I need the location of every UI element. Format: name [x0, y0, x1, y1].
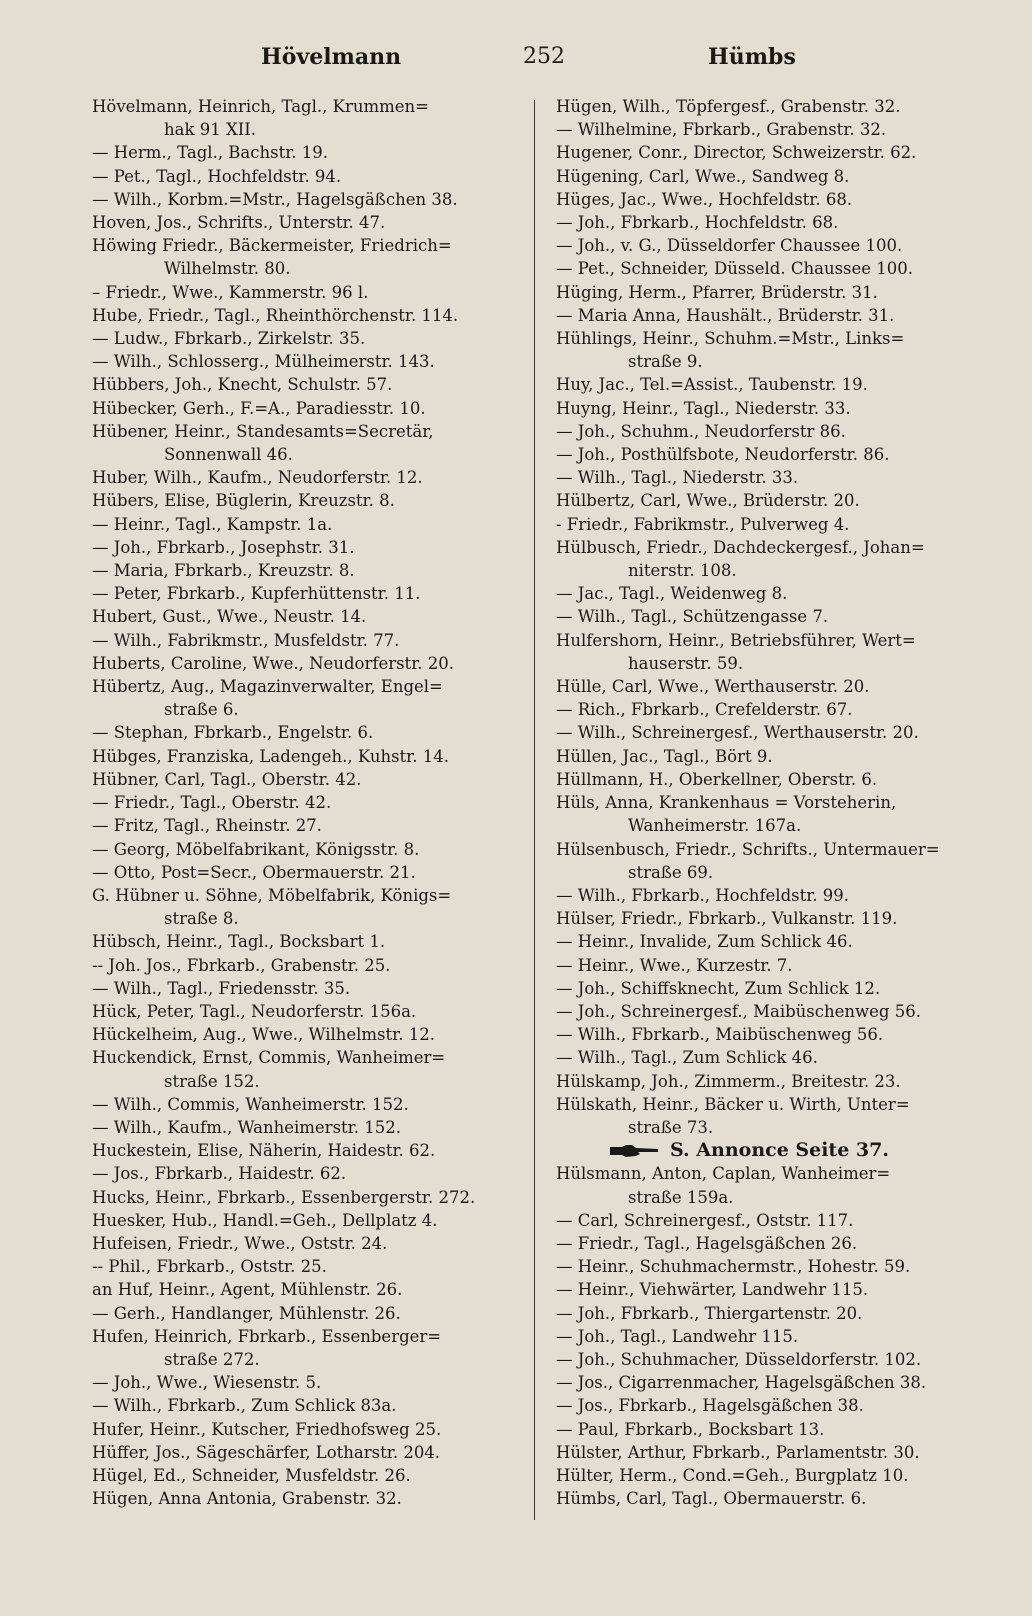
directory-entry: [92, 281, 520, 304]
entry-text: Hugener, Conr., Director, Schweizerstr. 62.: [556, 143, 917, 163]
entry-text: — Joh., Schuhm., Neudorferstr 86.: [556, 421, 846, 441]
entry-text: Hülsmann, Anton, Caplan, Wanheimer=: [556, 1164, 891, 1184]
directory-entry: [92, 1000, 520, 1023]
entry-continuation: straße 6.: [164, 700, 239, 720]
directory-entry: [556, 1232, 992, 1255]
entry-text: Hufeisen, Friedr., Wwe., Oststr. 24.: [92, 1233, 388, 1253]
entry-text: — Wilh., Fabrikmstr., Musfeldstr. 77.: [92, 630, 400, 650]
entry-text: Hülle, Carl, Wwe., Werthauserstr. 20.: [556, 677, 870, 697]
entry-text: - Friedr., Fabrikmstr., Pulverweg 4.: [556, 514, 850, 534]
entry-continuation: Wilhelmstr. 80.: [164, 259, 291, 279]
directory-entry: [556, 327, 992, 373]
entry-text: Hülbertz, Carl, Wwe., Brüderstr. 20.: [556, 491, 860, 511]
directory-entry: [556, 95, 992, 118]
entry-text: Hülbusch, Friedr., Dachdeckergesf., Johan=: [556, 537, 925, 557]
directory-entry: [92, 954, 520, 977]
directory-entry: [556, 907, 992, 930]
directory-entry: [92, 1116, 520, 1139]
entry-text: Höwing Friedr., Bäckermeister, Friedrich=: [92, 236, 452, 256]
entry-text: — Joh., Fbrkarb., Hochfeldstr. 68.: [556, 213, 839, 233]
directory-entry: [556, 165, 992, 188]
entry-text: — Pet., Tagl., Hochfeldstr. 94.: [92, 166, 342, 186]
directory-entry: [556, 954, 992, 977]
entry-text: Hülster, Arthur, Fbrkarb., Parlamentstr. 30.: [556, 1442, 920, 1462]
directory-entry: [556, 513, 992, 536]
directory-entry: [92, 211, 520, 234]
annonce-note: [556, 1139, 992, 1162]
entry-text: Hülsenbusch, Friedr., Schrifts., Untermauer=: [556, 839, 940, 859]
directory-entry: [92, 397, 520, 420]
directory-entry: [556, 791, 992, 837]
directory-entry: [556, 1394, 992, 1417]
entry-text: Huber, Wilh., Kaufm., Neudorferstr. 12.: [92, 468, 423, 488]
directory-entry: [92, 721, 520, 744]
entry-text: Hühlings, Heinr., Schuhm.=Mstr., Links=: [556, 329, 905, 349]
entry-continuation: Sonnenwall 46.: [164, 445, 293, 465]
entry-text: — Joh., Wwe., Wiesenstr. 5.: [92, 1373, 322, 1393]
directory-entry: [92, 1162, 520, 1185]
entry-text: Hüllen, Jac., Tagl., Bört 9.: [556, 746, 773, 766]
entry-text: Huyng, Heinr., Tagl., Niederstr. 33.: [556, 398, 851, 418]
entry-text: -- Joh. Jos., Fbrkarb., Grabenstr. 25.: [92, 955, 391, 975]
directory-entry: [92, 1394, 520, 1417]
entry-text: Hück, Peter, Tagl., Neudorferstr. 156a.: [92, 1001, 417, 1021]
directory-entry: [92, 675, 520, 721]
entry-text: Hufer, Heinr., Kutscher, Friedhofsweg 25.: [92, 1419, 442, 1439]
directory-entry: [556, 1070, 992, 1093]
entry-text: — Heinr., Wwe., Kurzestr. 7.: [556, 955, 793, 975]
directory-entry: [92, 489, 520, 512]
directory-entry: [92, 745, 520, 768]
entry-text: — Peter, Fbrkarb., Kupferhüttenstr. 11.: [92, 584, 421, 604]
directory-entry: [556, 141, 992, 164]
directory-entry: [556, 1255, 992, 1278]
directory-entry: [556, 397, 992, 420]
directory-entry: [92, 1487, 520, 1510]
entry-text: Hübner, Carl, Tagl., Oberstr. 42.: [92, 769, 362, 789]
entry-text: — Wilh., Fbrkarb., Maibüschenweg 56.: [556, 1025, 884, 1045]
directory-entry: [556, 1023, 992, 1046]
directory-entry: [556, 675, 992, 698]
directory-entry: [92, 605, 520, 628]
entry-text: Hübers, Elise, Büglerin, Kreuzstr. 8.: [92, 491, 395, 511]
left-column: [92, 95, 520, 1510]
entry-text: — Jos., Fbrkarb., Hagelsgäßchen 38.: [556, 1396, 864, 1416]
directory-entry: [92, 1232, 520, 1255]
entry-text: Hüls, Anna, Krankenhaus = Vorsteherin,: [556, 793, 897, 813]
directory-entry: [556, 1325, 992, 1348]
directory-entry: [92, 141, 520, 164]
directory-entry: [92, 838, 520, 861]
entry-text: — Wilh., Tagl., Friedensstr. 35.: [92, 978, 351, 998]
entry-continuation: hauserstr. 59.: [628, 653, 744, 673]
directory-entry: [92, 1325, 520, 1371]
entry-text: Hüges, Jac., Wwe., Hochfeldstr. 68.: [556, 189, 853, 209]
directory-entry: [556, 373, 992, 396]
entry-text: — Herm., Tagl., Bachstr. 19.: [92, 143, 329, 163]
directory-entry: [556, 118, 992, 141]
directory-entry: [556, 605, 992, 628]
directory-entry: [92, 652, 520, 675]
entry-text: — Wilh., Tagl., Schützengasse 7.: [556, 607, 829, 627]
column-divider: [534, 100, 535, 1520]
directory-entry: [556, 1278, 992, 1301]
entry-text: — Heinr., Schuhmachermstr., Hohestr. 59.: [556, 1257, 911, 1277]
directory-entry: [556, 768, 992, 791]
entry-text: Hückelheim, Aug., Wwe., Wilhelmstr. 12.: [92, 1025, 435, 1045]
directory-entry: [556, 1302, 992, 1325]
entry-continuation: niterstr. 108.: [628, 561, 737, 581]
directory-entry: [556, 1162, 992, 1208]
entry-text: — Maria, Fbrkarb., Kreuzstr. 8.: [92, 561, 355, 581]
directory-entry: [556, 489, 992, 512]
entry-text: -- Phil., Fbrkarb., Oststr. 25.: [92, 1257, 327, 1277]
directory-entry: [92, 629, 520, 652]
entry-text: — Joh., Schiffsknecht, Zum Schlick 12.: [556, 978, 881, 998]
directory-entry: [92, 1418, 520, 1441]
directory-entry: [92, 977, 520, 1000]
entry-text: — Rich., Fbrkarb., Crefelderstr. 67.: [556, 700, 853, 720]
entry-text: — Wilh., Schreinergesf., Werthauserstr. 20.: [556, 723, 919, 743]
directory-entry: [92, 1186, 520, 1209]
directory-entry: [92, 1464, 520, 1487]
directory-entry: [92, 234, 520, 280]
directory-entry: [556, 1418, 992, 1441]
directory-entry: [556, 443, 992, 466]
entry-text: — Carl, Schreinergesf., Oststr. 117.: [556, 1210, 854, 1230]
directory-entry: [92, 188, 520, 211]
entry-text: Hucks, Heinr., Fbrkarb., Essenbergerstr. 272.: [92, 1187, 476, 1207]
entry-text: — Friedr., Tagl., Oberstr. 42.: [92, 793, 332, 813]
entry-text: – Friedr., Wwe., Kammerstr. 96 l.: [92, 282, 369, 302]
directory-entry: [556, 977, 992, 1000]
entry-continuation: straße 152.: [164, 1071, 260, 1091]
entry-text: Hövelmann, Heinrich, Tagl., Krummen=: [92, 97, 429, 116]
entry-continuation: straße 159a.: [628, 1187, 734, 1207]
directory-entry: [92, 1441, 520, 1464]
directory-entry: [556, 698, 992, 721]
entry-text: — Georg, Möbelfabrikant, Königsstr. 8.: [92, 839, 420, 859]
entry-text: — Ludw., Fbrkarb., Zirkelstr. 35.: [92, 329, 366, 349]
directory-entry: [556, 721, 992, 744]
directory-entry: [556, 1464, 992, 1487]
directory-entry: [92, 466, 520, 489]
entry-text: — Wilh., Korbm.=Mstr., Hagelsgäßchen 38.: [92, 189, 458, 209]
entry-text: Hügen, Wilh., Töpfergesf., Grabenstr. 32.: [556, 97, 901, 116]
entry-text: — Jac., Tagl., Weidenweg 8.: [556, 584, 788, 604]
entry-text: — Paul, Fbrkarb., Bocksbart 13.: [556, 1419, 825, 1439]
entry-text: — Wilh., Kaufm., Wanheimerstr. 152.: [92, 1117, 401, 1137]
entry-text: Hoven, Jos., Schrifts., Unterstr. 47.: [92, 213, 386, 233]
entry-continuation: straße 272.: [164, 1349, 260, 1369]
directory-entry: [92, 327, 520, 350]
directory-entry: [556, 884, 992, 907]
entry-text: — Joh., Schuhmacher, Düsseldorferstr. 102.: [556, 1349, 922, 1369]
entry-text: — Joh., Tagl., Landwehr 115.: [556, 1326, 799, 1346]
directory-entry: [556, 188, 992, 211]
running-head-left: Hövelmann: [261, 44, 402, 70]
directory-entry: [92, 768, 520, 791]
directory-entry: [556, 281, 992, 304]
directory-entry: [556, 211, 992, 234]
directory-entry: [92, 559, 520, 582]
directory-entry: [92, 513, 520, 536]
entry-text: Hümbs, Carl, Tagl., Obermauerstr. 6.: [556, 1489, 867, 1509]
entry-text: Huckendick, Ernst, Commis, Wanheimer=: [92, 1048, 446, 1068]
entry-text: Hülskath, Heinr., Bäcker u. Wirth, Unter=: [556, 1094, 910, 1114]
directory-entry: [92, 1371, 520, 1394]
entry-text: Hüffer, Jos., Sägeschärfer, Lotharstr. 204.: [92, 1442, 441, 1462]
directory-entry: [92, 165, 520, 188]
directory-entry: [556, 234, 992, 257]
directory-entry: [92, 814, 520, 837]
directory-entry: [92, 791, 520, 814]
entry-text: an Huf, Heinr., Agent, Mühlenstr. 26.: [92, 1280, 403, 1300]
entry-text: Hülskamp, Joh., Zimmerm., Breitestr. 23.: [556, 1071, 901, 1091]
directory-entry: [92, 861, 520, 884]
page-header: [88, 44, 988, 84]
directory-entry: [92, 884, 520, 930]
entry-text: — Wilh., Tagl., Zum Schlick 46.: [556, 1048, 818, 1068]
directory-entry: [556, 257, 992, 280]
entry-text: — Wilh., Commis, Wanheimerstr. 152.: [92, 1094, 409, 1114]
pointing-hand-icon: [608, 1144, 660, 1158]
directory-entry: [92, 1278, 520, 1301]
directory-entry: [92, 930, 520, 953]
entry-text: — Otto, Post=Secr., Obermauerstr. 21.: [92, 862, 416, 882]
entry-text: — Fritz, Tagl., Rheinstr. 27.: [92, 816, 322, 836]
directory-entry: [556, 1093, 992, 1139]
directory-entry: [92, 1023, 520, 1046]
entry-continuation: straße 69.: [628, 862, 714, 882]
entry-continuation: straße 9.: [628, 352, 703, 372]
directory-entry: [556, 1209, 992, 1232]
entry-text: — Joh., Schreinergesf., Maibüschenweg 56.: [556, 1001, 921, 1021]
entry-text: Hübges, Franziska, Ladengeh., Kuhstr. 14.: [92, 746, 449, 766]
directory-entry: [556, 466, 992, 489]
directory-entry: [92, 582, 520, 605]
directory-entry: [92, 1209, 520, 1232]
directory-entry: [556, 745, 992, 768]
running-head-right: Hümbs: [708, 44, 796, 70]
directory-entry: [556, 420, 992, 443]
entry-text: Hübener, Heinr., Standesamts=Secretär,: [92, 421, 434, 441]
entry-continuation: straße 8.: [164, 909, 239, 929]
entry-text: Hübsch, Heinr., Tagl., Bocksbart 1.: [92, 932, 386, 952]
directory-entry: [92, 1139, 520, 1162]
directory-entry: [556, 536, 992, 582]
directory-entry: [556, 1046, 992, 1069]
entry-continuation: hak 91 XII.: [164, 120, 256, 140]
directory-entry: [556, 1487, 992, 1510]
entry-text: Hüging, Herm., Pfarrer, Brüderstr. 31.: [556, 282, 878, 302]
entry-text: Hubert, Gust., Wwe., Neustr. 14.: [92, 607, 367, 627]
entry-text: — Wilhelmine, Fbrkarb., Grabenstr. 32.: [556, 120, 887, 140]
directory-entry: [92, 373, 520, 396]
directory-entry: [92, 1046, 520, 1092]
entry-text: — Joh., Posthülfsbote, Neudorferstr. 86.: [556, 445, 890, 465]
directory-entry: [556, 838, 992, 884]
directory-entry: [556, 1000, 992, 1023]
directory-entry: [92, 1255, 520, 1278]
entry-text: — Wilh., Schlosserg., Mülheimerstr. 143.: [92, 352, 435, 372]
entry-text: — Gerh., Handlanger, Mühlenstr. 26.: [92, 1303, 401, 1323]
directory-entry: [556, 1371, 992, 1394]
entry-text: — Maria Anna, Haushält., Brüderstr. 31.: [556, 305, 895, 325]
entry-text: — Heinr., Tagl., Kampstr. 1a.: [92, 514, 333, 534]
entry-continuation: straße 73.: [628, 1117, 714, 1137]
entry-text: — Heinr., Invalide, Zum Schlick 46.: [556, 932, 853, 952]
right-column: [556, 95, 992, 1510]
entry-text: Huberts, Caroline, Wwe., Neudorferstr. 20.: [92, 653, 454, 673]
entry-text: — Wilh., Fbrkarb., Hochfeldstr. 99.: [556, 885, 850, 905]
entry-text: — Friedr., Tagl., Hagelsgäßchen 26.: [556, 1233, 858, 1253]
directory-entry: [92, 536, 520, 559]
entry-text: — Stephan, Fbrkarb., Engelstr. 6.: [92, 723, 374, 743]
directory-entry: [92, 1302, 520, 1325]
annonce-text: S. Annonce Seite 37.: [670, 1139, 889, 1162]
entry-text: Hügening, Carl, Wwe., Sandweg 8.: [556, 166, 850, 186]
entry-text: Hülser, Friedr., Fbrkarb., Vulkanstr. 119.: [556, 909, 898, 929]
directory-entry: [556, 930, 992, 953]
entry-continuation: Wanheimerstr. 167a.: [628, 816, 802, 836]
entry-text: — Jos., Cigarrenmacher, Hagelsgäßchen 38.: [556, 1373, 927, 1393]
directory-entry: [92, 350, 520, 373]
entry-text: — Wilh., Fbrkarb., Zum Schlick 83a.: [92, 1396, 397, 1416]
entry-text: — Joh., Fbrkarb., Thiergartenstr. 20.: [556, 1303, 863, 1323]
directory-entry: [92, 95, 520, 141]
entry-text: — Joh., v. G., Düsseldorfer Chaussee 100.: [556, 236, 903, 256]
entry-text: Hügen, Anna Antonia, Grabenstr. 32.: [92, 1489, 402, 1509]
entry-text: Hülter, Herm., Cond.=Geh., Burgplatz 10.: [556, 1465, 909, 1485]
entry-text: Hube, Friedr., Tagl., Rheinthörchenstr. 114.: [92, 305, 459, 325]
page-number: 252: [523, 44, 565, 69]
directory-entry: [556, 582, 992, 605]
directory-entry: [556, 1348, 992, 1371]
directory-entry: [92, 1093, 520, 1116]
entry-text: Hübecker, Gerh., F.=A., Paradiesstr. 10.: [92, 398, 426, 418]
entry-text: G. Hübner u. Söhne, Möbelfabrik, Königs=: [92, 885, 452, 905]
directory-entry: [92, 420, 520, 466]
entry-text: Hüllmann, H., Oberkellner, Oberstr. 6.: [556, 769, 878, 789]
entry-text: Huesker, Hub., Handl.=Geh., Dellplatz 4.: [92, 1210, 438, 1230]
entry-text: — Jos., Fbrkarb., Haidestr. 62.: [92, 1164, 347, 1184]
entry-text: Huckestein, Elise, Näherin, Haidestr. 62.: [92, 1141, 436, 1161]
directory-entry: [92, 304, 520, 327]
entry-text: Huy, Jac., Tel.=Assist., Taubenstr. 19.: [556, 375, 868, 395]
entry-text: Hügel, Ed., Schneider, Musfeldstr. 26.: [92, 1465, 411, 1485]
entry-text: Hulfershorn, Heinr., Betriebsführer, Wert=: [556, 630, 916, 650]
directory-entry: [556, 1441, 992, 1464]
entry-text: — Heinr., Viehwärter, Landwehr 115.: [556, 1280, 869, 1300]
entry-text: — Pet., Schneider, Düsseld. Chaussee 100.: [556, 259, 914, 279]
entry-text: Hübbers, Joh., Knecht, Schulstr. 57.: [92, 375, 393, 395]
directory-entry: [556, 629, 992, 675]
entry-text: Hufen, Heinrich, Fbrkarb., Essenberger=: [92, 1326, 442, 1346]
entry-text: — Joh., Fbrkarb., Josephstr. 31.: [92, 537, 355, 557]
directory-entry: [556, 304, 992, 327]
entry-text: Hübertz, Aug., Magazinverwalter, Engel=: [92, 677, 443, 697]
entry-text: — Wilh., Tagl., Niederstr. 33.: [556, 468, 799, 488]
